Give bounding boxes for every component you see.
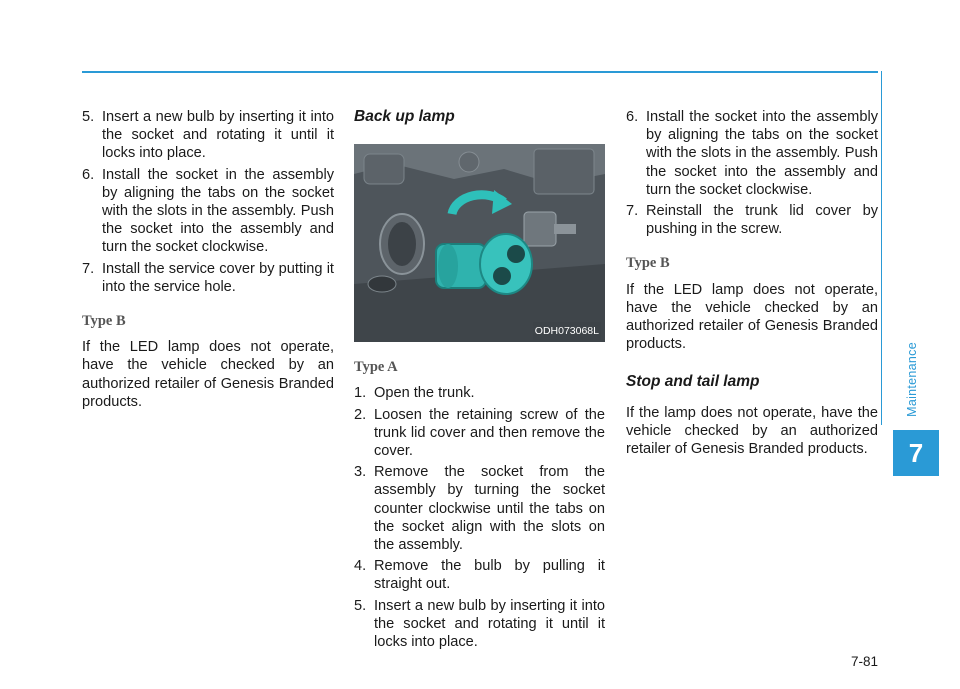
- step-number: 1.: [354, 385, 367, 402]
- list-item: [626, 202, 878, 238]
- page-number: 7-81: [850, 654, 878, 669]
- step-text: Remove the bulb by pulling it straight out.: [374, 558, 605, 593]
- step-text: Open the trunk.: [374, 385, 475, 402]
- list-item: [82, 260, 334, 296]
- type-a-heading: Type A: [354, 359, 398, 376]
- type-b-text: If the LED lamp does not operate, have the vehicle checked by an authorized retailer of Genesis Branded products.: [626, 281, 878, 353]
- stop-tail-lamp-text: If the lamp does not operate, have the vehicle checked by an authorized retailer of Genesis Branded products.: [626, 404, 878, 458]
- list-item: [82, 166, 334, 257]
- step-number: 2.: [354, 406, 367, 423]
- section-tab-label: Maintenance: [905, 342, 919, 417]
- socket-illustration: [354, 144, 605, 342]
- step-text: Install the service cover by putting it into the service hole.: [102, 260, 334, 295]
- column-left: [82, 108, 334, 414]
- list-item: [626, 108, 878, 199]
- column-right: [626, 108, 878, 461]
- list-item: [354, 557, 605, 593]
- header-rule: [82, 71, 878, 73]
- type-b-heading: Type B: [82, 313, 126, 330]
- type-b-text: If the LED lamp does not operate, have the vehicle checked by an authorized retailer of Genesis Branded products.: [82, 339, 334, 410]
- side-rule: [881, 71, 882, 425]
- step-number: 5.: [354, 597, 367, 614]
- stop-tail-lamp-heading: Stop and tail lamp: [626, 373, 760, 391]
- list-item: [82, 108, 334, 163]
- list-item: [354, 597, 605, 652]
- step-number: 7.: [626, 203, 639, 220]
- step-text: Remove the socket from the assembly by turning the socket counter clockwise until the tabs on the socket align with the slots on the assembly.: [374, 464, 605, 554]
- step-number: 6.: [82, 166, 95, 183]
- list-item: [354, 406, 605, 461]
- step-text: Install the socket into the assembly by aligning the tabs on the socket with the slots in the assembly. Push the socket into the assembly and turn the socket clockwise.: [646, 109, 878, 198]
- step-text: Insert a new bulb by inserting it into the socket and rotating it until it locks into place.: [374, 597, 605, 651]
- step-text: Loosen the retaining screw of the trunk lid cover and then remove the cover.: [374, 406, 605, 460]
- type-b-heading: Type B: [626, 255, 670, 272]
- back-up-lamp-figure: [354, 144, 605, 342]
- step-number: 6.: [626, 109, 639, 125]
- step-text: Install the socket in the assembly by aligning the tabs on the socket with the slots in the assembly. Push the socket into the assembly and turn the socket clockwise.: [102, 166, 334, 256]
- step-number: 3.: [354, 464, 367, 481]
- step-text: Reinstall the trunk lid cover by pushing in the screw.: [646, 203, 878, 238]
- column-middle: [354, 108, 605, 654]
- figure-code: ODH073068L: [533, 322, 601, 340]
- step-number: 7.: [82, 260, 95, 277]
- step-text: Insert a new bulb by inserting it into the socket and rotating it until it locks into place.: [102, 109, 334, 162]
- step-number: 5.: [82, 109, 95, 125]
- list-item: [354, 384, 605, 402]
- step-number: 4.: [354, 558, 367, 575]
- chapter-number-badge: 7: [893, 430, 939, 476]
- back-up-lamp-heading: Back up lamp: [354, 108, 455, 125]
- list-item: [354, 463, 605, 554]
